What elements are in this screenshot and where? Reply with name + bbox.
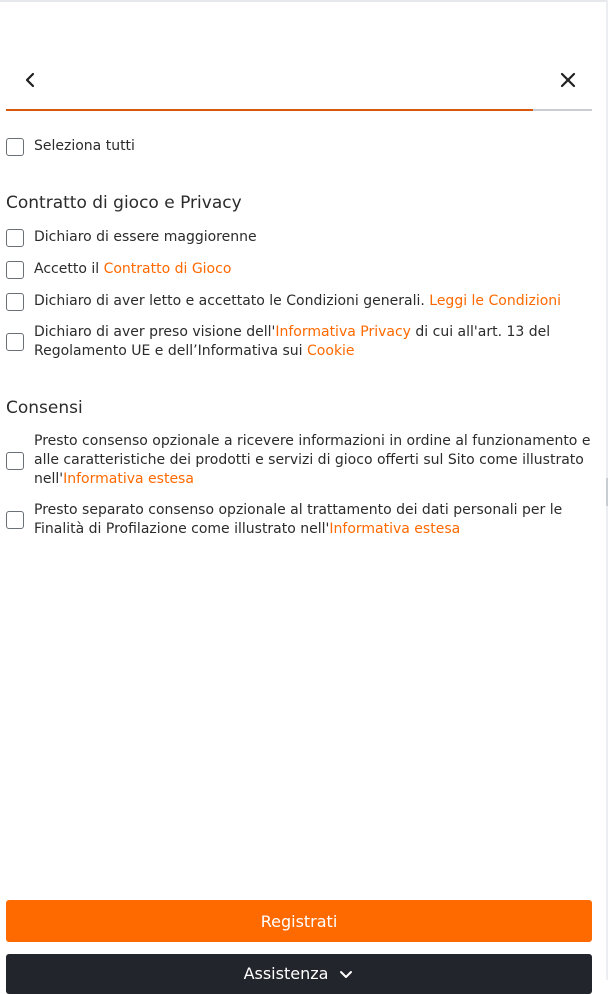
consent-row-profiling <box>6 501 592 539</box>
privacy-label-text: Dichiaro di aver preso visione dell' <box>34 324 276 340</box>
privacy-label-middle: di cui all'art. 13 del Regolamento UE e dell’Informativa sui <box>34 324 551 359</box>
contract-label <box>34 260 592 279</box>
privacy-label <box>34 323 592 361</box>
conditions-link[interactable]: Leggi le Condizioni <box>429 293 562 309</box>
chevron-left-icon <box>18 68 42 92</box>
select-all-label: Seleziona tutti <box>34 138 135 154</box>
marketing-label <box>34 432 592 489</box>
marketing-checkbox[interactable] <box>6 452 24 470</box>
select-all-checkbox[interactable] <box>6 138 24 156</box>
privacy-checkbox[interactable] <box>6 333 24 351</box>
consent-row-contract <box>6 260 592 279</box>
consent-row-privacy <box>6 323 592 361</box>
register-label: Registrati <box>260 911 338 931</box>
adult-checkbox[interactable] <box>6 229 24 247</box>
consent-row-marketing <box>6 432 592 489</box>
register-button[interactable] <box>6 900 592 942</box>
modal-header <box>6 60 592 100</box>
contract-checkbox[interactable] <box>6 261 24 279</box>
profiling-label-text: Presto separato consenso opzionale al trattamento dei dati personali per le Finalità di Profilazione come illustrato nell' <box>34 502 563 537</box>
adult-label: Dichiaro di essere maggiorenne <box>34 229 257 245</box>
top-divider <box>0 0 608 2</box>
profiling-info-link[interactable]: Informativa estesa <box>329 521 461 537</box>
help-label: Assistenza <box>243 964 329 983</box>
close-icon <box>556 68 580 92</box>
profiling-label <box>34 501 592 539</box>
marketing-label-text: Presto consenso opzionale a ricevere informazioni in ordine al funzionamento e alle caratteristiche dei prodotti e servizi di gioco offerti sul Sito come illustrato nell' <box>34 433 591 487</box>
section-title-contract: Contratto di gioco e Privacy <box>6 193 242 213</box>
step-progress-bar <box>6 109 592 111</box>
consent-row-conditions <box>6 292 592 311</box>
select-all-row <box>6 137 592 156</box>
chevron-down-icon <box>338 967 354 983</box>
close-button[interactable] <box>556 68 580 92</box>
marketing-info-link[interactable]: Informativa estesa <box>63 471 194 487</box>
contract-label-text: Accetto il <box>34 261 104 277</box>
step-progress-fill <box>6 109 533 111</box>
privacy-policy-link[interactable]: Informativa Privacy <box>275 324 411 340</box>
cookie-link[interactable]: Cookie <box>307 343 355 359</box>
consent-row-adult <box>6 228 592 247</box>
contract-link[interactable]: Contratto di Gioco <box>103 261 232 277</box>
back-button[interactable] <box>18 68 42 92</box>
conditions-checkbox[interactable] <box>6 293 24 311</box>
conditions-label <box>34 292 592 311</box>
profiling-checkbox[interactable] <box>6 511 24 529</box>
help-button[interactable] <box>6 954 592 994</box>
section-title-consents: Consensi <box>6 398 83 418</box>
conditions-label-text: Dichiaro di aver letto e accettato le Condizioni generali. <box>34 293 430 309</box>
